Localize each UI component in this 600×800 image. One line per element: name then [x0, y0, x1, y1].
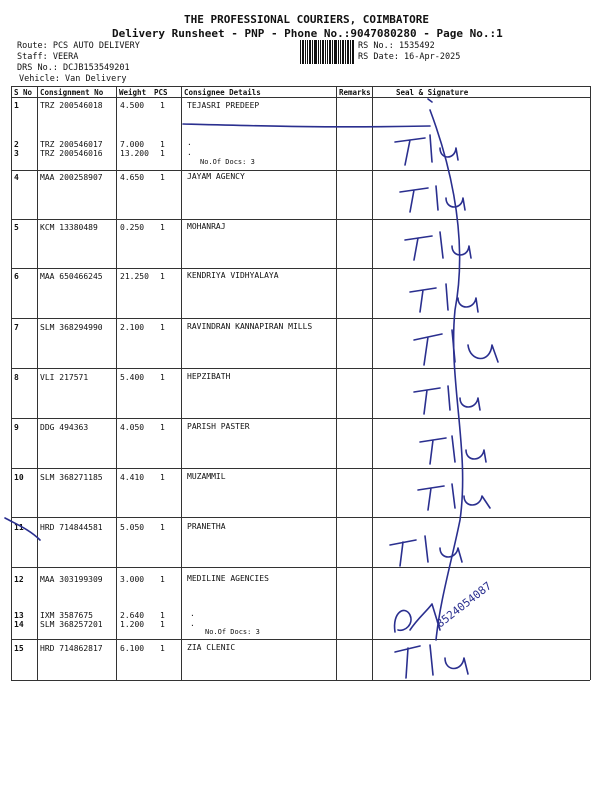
col-border — [590, 86, 591, 680]
header-weight: Weight — [119, 88, 147, 97]
row-consignee: TEJASRI PREDEEP — [187, 101, 260, 110]
col-border — [11, 86, 12, 680]
row-pcs: 1 — [160, 101, 165, 110]
row-consignment: TRZ 200546018 — [40, 101, 103, 110]
row-sno: 11 — [14, 523, 24, 532]
row-sno: 14 — [14, 620, 24, 629]
col-border — [37, 86, 38, 680]
row-consignee: . — [187, 148, 192, 157]
table-header-border — [11, 97, 590, 98]
row-divider — [11, 268, 590, 269]
row-consignee: MOHANRAJ — [187, 222, 226, 231]
row-weight: 7.000 — [120, 140, 145, 149]
row-weight: 2.100 — [120, 323, 145, 332]
row-consignment: MAA 200258907 — [40, 173, 103, 182]
row-pcs: 1 — [160, 473, 165, 482]
row-sno: 15 — [14, 644, 24, 653]
row-sno: 6 — [14, 272, 19, 281]
row-consignee: PRANETHA — [187, 522, 226, 531]
col-border — [181, 86, 182, 680]
row-consignment: TRZ 200546016 — [40, 149, 103, 158]
table-bottom-border — [11, 680, 590, 681]
row-pcs: 1 — [160, 423, 165, 432]
header-seal-signature: Seal & Signature — [396, 88, 469, 97]
row-consignment: MAA 650466245 — [40, 272, 103, 281]
row-divider — [11, 170, 590, 171]
rs-date-label: RS Date: 16-Apr-2025 — [358, 52, 461, 62]
row-sno: 8 — [14, 373, 19, 382]
row-consignment: TRZ 200546017 — [40, 140, 103, 149]
row-weight: 4.500 — [120, 101, 145, 110]
row-sno: 7 — [14, 323, 19, 332]
table-top-border — [11, 86, 590, 87]
row-pcs: 1 — [160, 173, 165, 182]
row-weight: 21.250 — [120, 272, 149, 281]
row-consignment: SLM 368257201 — [40, 620, 103, 629]
company-title: THE PROFESSIONAL COURIERS, COIMBATORE — [184, 13, 430, 26]
row-pcs: 1 — [160, 575, 165, 584]
row-docs-count: No.Of Docs: 3 — [200, 158, 255, 166]
row-pcs: 1 — [160, 223, 165, 232]
row-weight: 2.640 — [120, 611, 145, 620]
row-consignee: JAYAM AGENCY — [187, 172, 245, 181]
header-pcs: PCS — [154, 88, 168, 97]
row-sno: 4 — [14, 173, 19, 182]
row-consignee: . — [187, 138, 192, 147]
row-consignee: . — [190, 619, 195, 628]
row-pcs: 1 — [160, 373, 165, 382]
col-border — [336, 86, 337, 680]
row-consignee: RAVINDRAN KANNAPIRAN MILLS — [187, 322, 313, 331]
row-divider — [11, 517, 590, 518]
handwritten-phone-note: 8524054087 — [433, 579, 495, 631]
row-consignment: HRD 714844581 — [40, 523, 103, 532]
row-consignee: HEPZIBATH — [187, 372, 231, 381]
row-divider — [11, 567, 590, 568]
row-sno: 12 — [14, 575, 24, 584]
row-weight: 4.410 — [120, 473, 145, 482]
row-consignment: HRD 714862817 — [40, 644, 103, 653]
row-pcs: 1 — [160, 620, 165, 629]
row-pcs: 1 — [160, 149, 165, 158]
row-weight: 0.250 — [120, 223, 145, 232]
row-consignee: ZIA CLENIC — [187, 643, 236, 652]
row-divider — [11, 318, 590, 319]
col-border — [372, 86, 373, 680]
row-consignee: MEDILINE AGENCIES — [187, 574, 269, 583]
row-pcs: 1 — [160, 611, 165, 620]
row-divider — [11, 219, 590, 220]
row-weight: 4.050 — [120, 423, 145, 432]
route-label: Route: PCS AUTO DELIVERY — [17, 41, 140, 51]
header-consignment: Consignment No — [40, 88, 104, 97]
row-weight: 13.200 — [120, 149, 149, 158]
row-divider — [11, 639, 590, 640]
row-consignee: MUZAMMIL — [187, 472, 226, 481]
row-consignment: DDG 494363 — [40, 423, 89, 432]
row-sno: 1 — [14, 101, 19, 110]
col-border — [116, 86, 117, 680]
row-docs-count: No.Of Docs: 3 — [205, 628, 260, 636]
row-sno: 9 — [14, 423, 19, 432]
row-sno: 13 — [14, 611, 24, 620]
row-consignee: . — [190, 609, 195, 618]
row-pcs: 1 — [160, 272, 165, 281]
header-consignee: Consignee Details — [184, 88, 261, 97]
row-divider — [11, 418, 590, 419]
row-sno: 5 — [14, 223, 19, 232]
row-weight: 6.100 — [120, 644, 145, 653]
row-consignment: SLM 368271185 — [40, 473, 103, 482]
header-remarks: Remarks — [339, 88, 371, 97]
row-weight: 3.000 — [120, 575, 145, 584]
row-divider — [11, 368, 590, 369]
row-sno: 3 — [14, 149, 19, 158]
row-consignment: IXM 3587675 — [40, 611, 93, 620]
row-pcs: 1 — [160, 523, 165, 532]
row-consignee: KENDRIYA VIDHYALAYA — [187, 271, 279, 280]
row-consignee: PARISH PASTER — [187, 422, 250, 431]
drs-label: DRS No.: DCJB153549201 — [17, 63, 130, 73]
header-sno: S No — [14, 88, 33, 97]
staff-label: Staff: VEERA — [17, 52, 79, 62]
barcode-image — [300, 40, 354, 64]
row-consignment: SLM 368294990 — [40, 323, 103, 332]
row-weight: 1.200 — [120, 620, 145, 629]
row-weight: 4.650 — [120, 173, 145, 182]
row-pcs: 1 — [160, 323, 165, 332]
row-consignment: VLI 217571 — [40, 373, 89, 382]
row-sno: 2 — [14, 140, 19, 149]
row-consignment: MAA 303199309 — [40, 575, 103, 584]
row-pcs: 1 — [160, 644, 165, 653]
row-weight: 5.400 — [120, 373, 145, 382]
runsheet-subtitle: Delivery Runsheet - PNP - Phone No.:9047080280 - Page No.:1 — [112, 27, 503, 40]
row-weight: 5.050 — [120, 523, 145, 532]
row-consignment: KCM 13380489 — [40, 223, 98, 232]
row-pcs: 1 — [160, 140, 165, 149]
row-sno: 10 — [14, 473, 24, 482]
vehicle-label: Vehicle: Van Delivery — [19, 74, 127, 84]
rs-no-label: RS No.: 1535492 — [358, 41, 435, 51]
row-divider — [11, 468, 590, 469]
